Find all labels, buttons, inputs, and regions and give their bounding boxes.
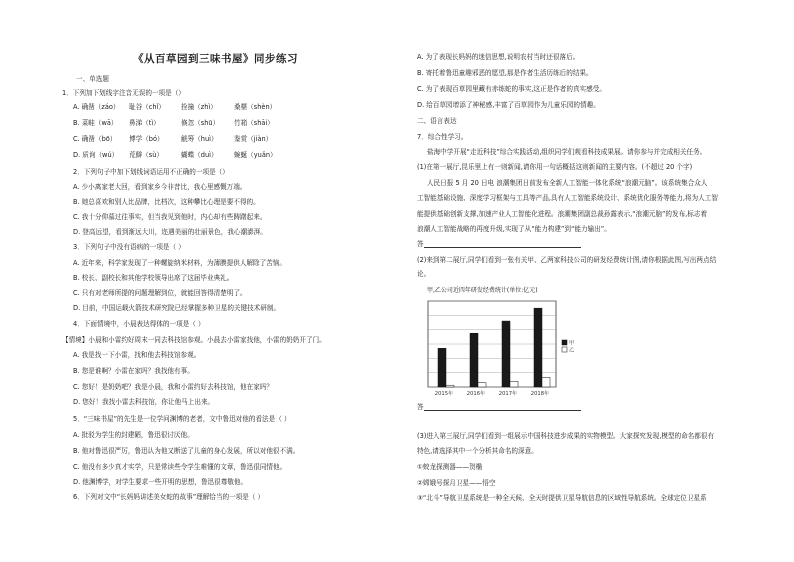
q6-option-c: C. 为了表现百草园里藏有赤练蛇的事实,这正是作者的真实感受。 <box>417 85 606 93</box>
q5-option-d: D. 他渊博学，对学生要求一些开明的思想，鲁迅很尊敬他。 <box>73 478 248 486</box>
q1-option-cell: A. 确凿（záo） <box>73 103 120 111</box>
q3-option-d: D. 目前，中国运载火箭技术研究院已经掌握多种卫星的关键技术研制。 <box>73 304 281 312</box>
q1-option-cell: 蜿蜒（yuǎn） <box>234 151 277 159</box>
question-4: 4．下面情境中，小晨表达得体的一项是（ ） <box>73 320 205 328</box>
bar-甲 <box>438 348 446 387</box>
q1-option-cell: 博学（bó） <box>129 135 164 143</box>
q7-part-2b: 论。 <box>417 270 431 278</box>
news-line: 浪潮人工智能战略的再度升级,实现了从“能力构建”到“能力输出”。 <box>417 225 611 233</box>
legend-label: 乙 <box>569 347 575 354</box>
x-tick-label: 2016年 <box>466 391 486 397</box>
bar-甲 <box>470 333 478 387</box>
q4-option-a: A. 我是找一下小雷，找和他去科技馆参观。 <box>73 351 201 359</box>
bar-乙 <box>510 381 518 387</box>
q3-option-a: A. 近年来，科学家发现了一种螺旋纳米材料，为薄膜提供人解除了苦恼。 <box>73 259 286 267</box>
q1-option-cell: 鼻涕（tì） <box>129 119 160 127</box>
model-item-1: ①蛟龙探测器——贺椭 <box>417 463 483 471</box>
q2-option-b: B. 她总喜欢和别人比品牌，比档次，这种攀比心理是要不得的。 <box>73 198 260 206</box>
legend-swatch <box>562 347 567 352</box>
q4-option-c: C. 您好！是奶奶吧？我是小晨，我和小雷约好去科技馆，他在家吗？ <box>73 383 274 391</box>
q2-option-a: A. 少小离家老大回，看到家乡今非昔比，我心里感慨万端。 <box>73 183 247 191</box>
q7-part-3b: 特色,请选择其中一个分析其命名的深意。 <box>417 447 538 455</box>
question-6: 6．下列对文中“长妈妈讲述美女蛇的故事”理解恰当的一项是（ ） <box>73 493 265 501</box>
bar-乙 <box>446 385 454 387</box>
answer-line-2[interactable] <box>417 403 581 411</box>
question-3: 3．下列句子中没有语病的一项是（ ） <box>73 243 185 251</box>
chart-title: 甲,乙公司近四年研发经费统计(单位:亿元) <box>427 287 538 294</box>
q6-option-d: D. 给百草园增添了神秘感,丰富了百草园作为儿童乐园的情趣。 <box>417 101 600 109</box>
q4-context: 【情境】小晨和小雷约好周末一同去科技馆参观。小晨去小雷家找他，小雷的奶奶开了门。 <box>62 336 326 344</box>
q3-option-b: B. 校长、副校长和其他学校领导出席了这届毕业典礼。 <box>73 274 234 282</box>
q1-option-cell: 荒僻（sù） <box>129 151 163 159</box>
model-item-3: ③“北斗”导航卫星系统是一种全天候、全天时提供卫星导航信息的区域性导航系统。全球定位卫星系 <box>417 494 707 502</box>
answer-prefix: 答 <box>417 240 424 248</box>
q1-option-cell: 鉴赏（jiàn） <box>234 135 273 143</box>
section-heading-language: 二、语言表达 <box>417 117 457 125</box>
q6-option-b: B. 寄托着鲁迅童趣邪恶的愿望,那是作者生活历练后的结果。 <box>417 69 593 77</box>
q1-option-cell: 桑椹（shèn） <box>234 103 277 111</box>
answer-prefix: 答 <box>417 403 424 411</box>
bar-chart <box>424 297 584 397</box>
news-line: 工智能基础设施、深度学习框架与工具等产品,具有人工智能系统设计、系统优化服务等能力,将为人工智 <box>417 194 718 202</box>
question-2: 2．下列句子中加下划线词语运用不正确的一项是（） <box>73 168 229 176</box>
question-7: 7．综合性学习。 <box>417 133 468 141</box>
q1-option-cell: 耻谷（chǐ） <box>129 103 166 111</box>
x-tick-label: 2017年 <box>498 391 518 397</box>
q1-option-cell: 倏忽（shū） <box>181 119 220 127</box>
bar-乙 <box>478 383 486 387</box>
bar-甲 <box>534 308 542 387</box>
q5-option-c: C. 他没有多少真才实学，只是常读些令学生难懂的文章，鲁迅很同情他。 <box>73 463 287 471</box>
page-title: 《从百草园到三味书屋》同步练习 <box>133 53 298 65</box>
model-item-2: ②嫦娥号探月卫星——悟空 <box>417 479 496 487</box>
question-1: 1．下列加下划线字注音无误的一项是（） <box>62 89 185 97</box>
x-tick-label: 2018年 <box>530 391 550 397</box>
q7-part-2: (2)来到第二展厅,同学们看到一张有关甲、乙两家科技公司的研发经费统计图,请你根据此图,写出两点结 <box>417 256 717 264</box>
q7-part-1: (1)在第一展厅,昆乐里上有一则新闻,请你用一句话概括这则新闻的主要内容。(不超过 20 个字) <box>417 163 693 171</box>
q4-option-d: D. 您好！我找小雷去科技馆，你让他马上出来。 <box>73 398 215 406</box>
legend-label: 甲 <box>569 340 575 347</box>
q7-part-3: (3)进入第三展厅,同学们看到一组展示中国科技进步成果的实物模型。大家探究发现,模型的命名都很有 <box>417 432 715 440</box>
legend-swatch <box>562 340 567 345</box>
q7-intro: 盐海中学开展“走近科技”综合实践活动,组织同学们观看科技成果展。请你参与并完成相关任务。 <box>427 148 707 156</box>
q1-option-cell: 竹箱（shāi） <box>234 119 274 127</box>
q1-option-cell: 蝴蝶（duì） <box>181 151 218 159</box>
q4-option-b: B. 您是谁啊？小雷在家吗？我找他有事。 <box>73 367 194 375</box>
q2-option-c: C. 我十分仰慕过往事实，但当我见到他时，内心却有些踌躇起来。 <box>73 213 267 221</box>
q5-option-a: A. 批驳为学生的封建陋，鲁迅很讨厌他。 <box>73 431 194 439</box>
news-line: 能提供基础创新支撑,加速产业人工智能化进程。浪潮集团副总裁孙露表示,“浪潮元脑”的发布,标志着 <box>417 210 708 218</box>
q1-option-cell: D. 质询（wú） <box>73 151 119 159</box>
news-line: 人民日报 5 月 20 日电 浪潮集团日前发布全新人工智能一体化系统“浪潮元脑”。该系统集合众人 <box>427 179 708 187</box>
bar-乙 <box>542 377 550 387</box>
q1-option-cell: B. 菜畦（wā） <box>73 119 118 127</box>
bar-甲 <box>502 321 510 387</box>
q2-option-d: D. 登高远望，看到渐远大川，迩遇美丽的壮丽景色，我心潮澎湃。 <box>73 228 267 236</box>
answer-line-1[interactable] <box>417 240 581 248</box>
q5-option-b: B. 他对鲁迅很严厉，鲁迅认为他又断送了儿童的身心发展，所以对他很不满。 <box>73 447 300 455</box>
q1-option-cell: 拴撞（zhì） <box>181 103 217 111</box>
q1-option-cell: C. 确凿（bō） <box>73 135 117 143</box>
question-5: 5．“三味书屋”的先生是一位学问渊博的老者，文中鲁迅对他的看法是（ ） <box>73 415 291 423</box>
q1-option-cell: 觥筹（huì） <box>181 135 218 143</box>
q6-option-a: A. 为了表现长妈妈的迷信思想,说明农村当时还很落后。 <box>417 53 580 61</box>
section-heading-single-choice: 一、单选题 <box>76 75 109 83</box>
q3-option-c: C. 只有对老师所提的问题理解到位，就能回答得清楚明了。 <box>73 289 247 297</box>
x-tick-label: 2015年 <box>434 391 454 397</box>
